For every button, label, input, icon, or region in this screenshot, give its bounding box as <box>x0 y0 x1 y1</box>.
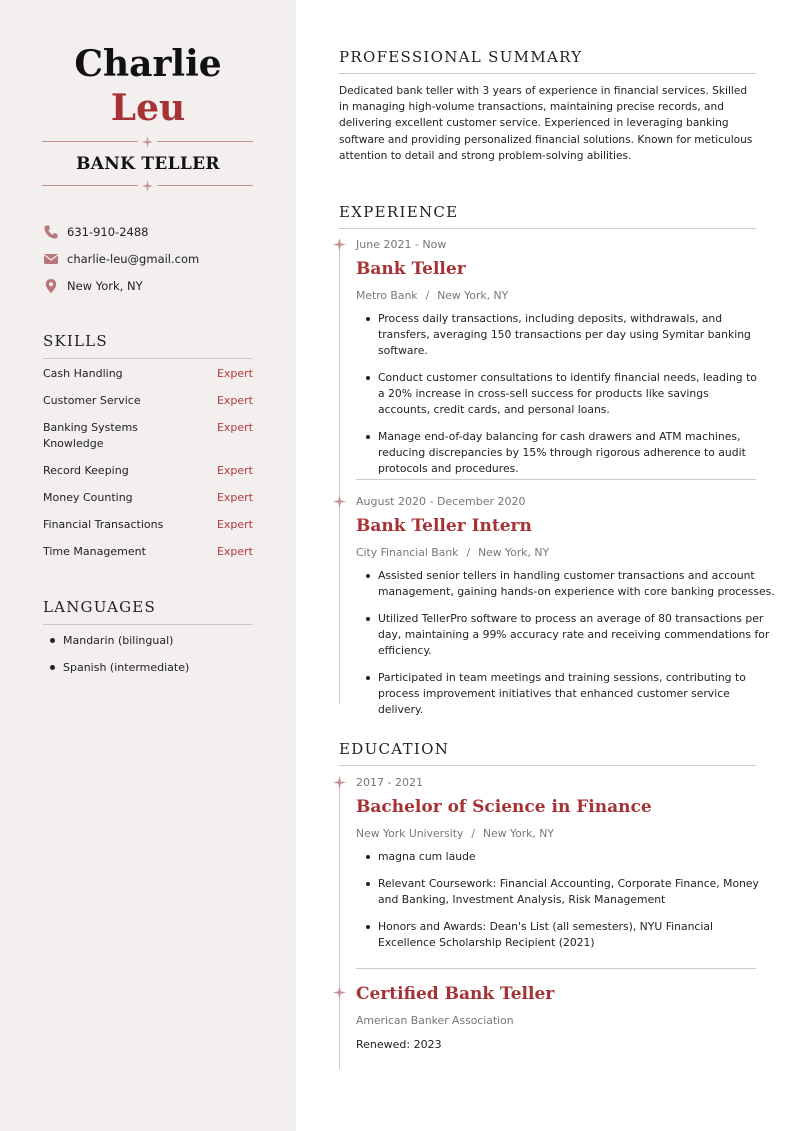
separator: / <box>466 546 471 559</box>
ornament-divider-top <box>42 136 253 148</box>
language-text: Spanish (intermediate) <box>63 661 190 674</box>
star-ornament-icon <box>333 776 346 789</box>
bullet-dot <box>50 665 55 670</box>
languages-heading: LANGUAGES <box>43 598 252 625</box>
last-name: Leu <box>110 87 186 129</box>
skill-name: Financial Transactions <box>43 518 164 531</box>
contact-phone <box>43 224 148 240</box>
skill-level: Expert <box>216 394 253 407</box>
language-item <box>50 661 189 674</box>
location-pin-icon <box>43 278 59 294</box>
first-name: Charlie <box>74 43 222 85</box>
star-ornament-icon <box>142 180 153 192</box>
entry-date: June 2021 - Now <box>356 238 447 251</box>
sidebar <box>0 0 296 1131</box>
ornament-divider-bottom <box>42 180 253 192</box>
skill-name: Banking Systems Knowledge <box>43 421 138 450</box>
school-location: New York, NY <box>482 827 554 840</box>
skill-level: Expert <box>216 518 253 531</box>
skill-level: Expert <box>216 464 253 477</box>
certification-issuer: American Banker Association <box>356 1014 514 1027</box>
star-ornament-icon <box>333 238 346 251</box>
bullet-item: Relevant Coursework: Financial Accounting, Corporate Finance, Money and Banking, Investment Analysis, Risk Management <box>366 876 766 908</box>
company-location: New York, NY <box>437 289 509 302</box>
entry-bullets <box>366 849 766 962</box>
entry-title: Bank Teller <box>356 259 466 279</box>
skill-level: Expert <box>216 367 253 380</box>
bullet-item: Utilized TellerPro software to process an average of 80 transactions per day, maintaining a 99% accuracy rate and receiving commendations for efficiency. <box>366 611 776 659</box>
degree-title: Bachelor of Science in Finance <box>356 797 652 817</box>
bullet-item: Process daily transactions, including deposits, withdrawals, and transfers, averaging 150 transactions per day using Symitar banking software. <box>366 311 762 359</box>
star-ornament-icon <box>333 495 346 508</box>
contact-email <box>43 251 199 267</box>
entry-divider <box>356 968 756 969</box>
skill-row <box>43 490 253 506</box>
job-title: BANK TELLER <box>76 154 220 174</box>
star-ornament-icon <box>142 136 153 148</box>
bullet-dot <box>50 638 55 643</box>
school-name: New York University <box>356 827 464 840</box>
ornament-line <box>42 141 138 142</box>
certification-title: Certified Bank Teller <box>356 984 555 1004</box>
skill-row <box>43 420 253 452</box>
skill-name: Cash Handling <box>43 367 123 380</box>
skill-level: Expert <box>216 545 253 558</box>
skill-row <box>43 393 253 409</box>
ornament-line <box>157 185 253 186</box>
experience-timeline <box>339 240 340 704</box>
bullet-item: Assisted senior tellers in handling customer transactions and account management, gaining hands-on experience with core banking processes. <box>366 568 776 600</box>
email-icon <box>43 251 59 267</box>
skill-row <box>43 463 253 479</box>
bullet-item: Honors and Awards: Dean's List (all semesters), NYU Financial Excellence Scholarship Recipient (2021) <box>366 919 766 951</box>
skill-name: Money Counting <box>43 491 133 504</box>
entry-org <box>356 289 508 302</box>
skill-name: Record Keeping <box>43 464 129 477</box>
entry-bullets <box>366 311 762 488</box>
skill-level: Expert <box>216 421 253 434</box>
email-text[interactable]: charlie-leu@gmail.com <box>67 252 200 266</box>
separator: / <box>471 827 475 840</box>
location-text: New York, NY <box>67 279 143 293</box>
company-location: New York, NY <box>478 546 550 559</box>
contact-location <box>43 278 143 294</box>
summary-text: Dedicated bank teller with 3 years of experience in financial services. Skilled in managing high-volume transactions, maintaining precise records, and delivering excellent customer service. Experienced in leveraging banking software and providing personalized financial solutions. Known for meticulous attention to detail and strong problem-solving abilities. <box>339 85 753 162</box>
skills-heading: SKILLS <box>43 332 252 359</box>
skill-row <box>43 544 253 560</box>
bullet-item: magna cum laude <box>366 849 766 865</box>
entry-title: Bank Teller Intern <box>356 516 532 536</box>
bullet-item: Manage end-of-day balancing for cash drawers and ATM machines, reducing discrepancies by 15% through rigorous adherence to audit protocols and procedures. <box>366 429 762 477</box>
phone-text[interactable]: 631-910-2488 <box>67 225 149 239</box>
bullet-item: Participated in team meetings and training sessions, contributing to process improvement initiatives that enhanced customer service delivery. <box>366 670 776 718</box>
education-timeline <box>339 778 340 1069</box>
certification-renewed: Renewed: 2023 <box>356 1038 442 1051</box>
ornament-line <box>157 141 253 142</box>
entry-divider <box>356 479 756 480</box>
language-text: Mandarin (bilingual) <box>63 634 174 647</box>
summary-heading: PROFESSIONAL SUMMARY <box>339 48 756 74</box>
skill-name: Customer Service <box>43 394 141 407</box>
company-name: City Financial Bank <box>356 546 459 559</box>
skill-row <box>43 366 253 382</box>
ornament-line <box>42 185 138 186</box>
experience-heading: EXPERIENCE <box>339 203 756 229</box>
entry-date: 2017 - 2021 <box>356 776 423 789</box>
phone-icon <box>43 224 59 240</box>
education-heading: EDUCATION <box>339 740 756 766</box>
language-item <box>50 634 173 647</box>
bullet-item: Conduct customer consultations to identify financial needs, leading to a 20% increase in cross-sell success for products like savings accounts, credit cards, and personal loans. <box>366 370 762 418</box>
company-name: Metro Bank <box>356 289 418 302</box>
entry-bullets <box>366 568 776 729</box>
entry-org <box>356 546 549 559</box>
skill-name: Time Management <box>43 545 146 558</box>
skill-row <box>43 517 253 533</box>
separator: / <box>425 289 430 302</box>
star-ornament-icon <box>333 986 346 999</box>
entry-date: August 2020 - December 2020 <box>356 495 526 508</box>
entry-org <box>356 827 554 840</box>
skill-level: Expert <box>216 491 253 504</box>
